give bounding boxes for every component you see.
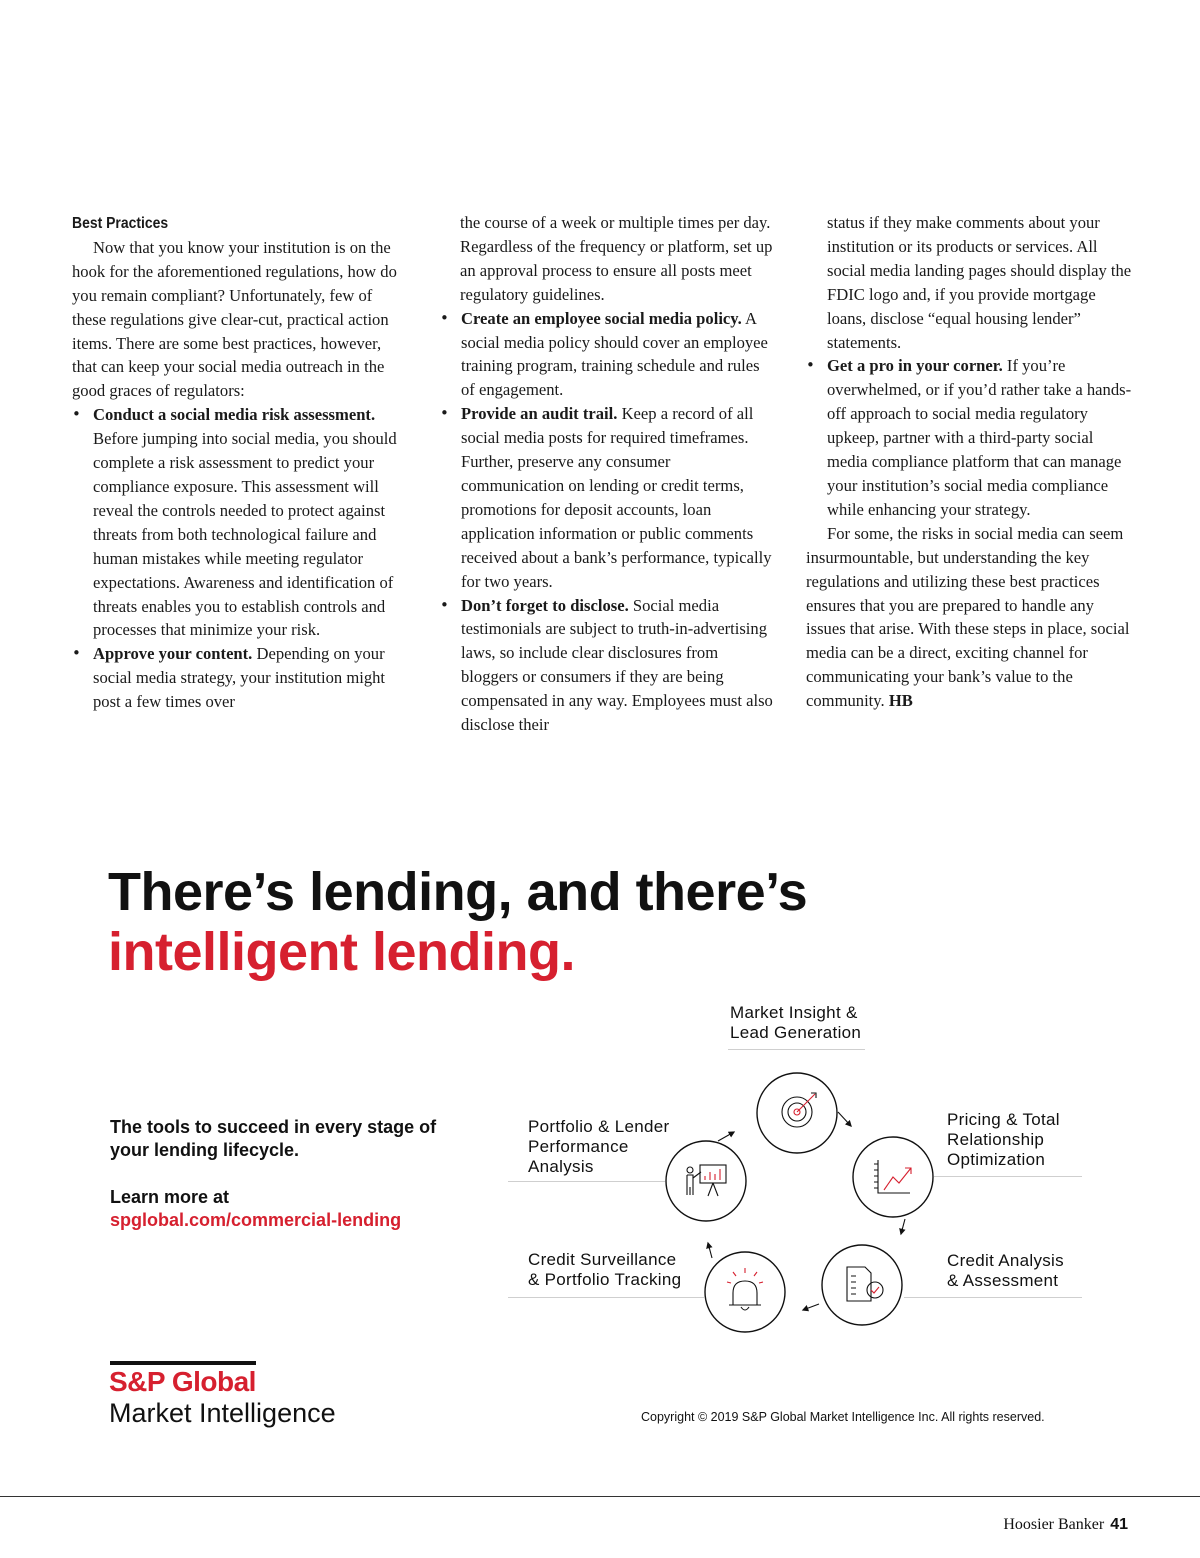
page-number: 41 [1110, 1516, 1128, 1533]
footer-divider [0, 1496, 1200, 1497]
stage-label-line: Credit Analysis [947, 1251, 1064, 1270]
stage-label-line: Performance [528, 1137, 629, 1156]
stage-circle-market [757, 1073, 837, 1153]
logo-sp-global: S&P Global [109, 1366, 256, 1397]
headline-line-2: intelligent lending. [108, 922, 575, 982]
stage-label-line: Portfolio & Lender [528, 1117, 670, 1136]
bullet-title: Provide an audit trail. [461, 404, 618, 424]
bullet-text: Social media testimonials are subject to truth-in-advertising laws, so include clear disclosures from bloggers or consumers if they are being compensated in any way. Employees must also disclose their [461, 595, 773, 735]
commercial-lending-link[interactable]: spglobal.com/commercial-lending [110, 1210, 402, 1230]
section-heading: Best Practices [72, 215, 169, 232]
stage-label-line: Lead Generation [730, 1023, 862, 1042]
ad-tagline: The tools to succeed in every stage of your lending lifecycle. [110, 1117, 437, 1160]
stage-label-line: Relationship [947, 1130, 1045, 1149]
stage-label-line: & Assessment [947, 1271, 1059, 1290]
bullet-title: Conduct a social media risk assessment. [93, 405, 376, 425]
bullet-text: the course of a week or multiple times per day. Regardless of the frequency or platform, set up an approval process to ensure all posts meet regulatory guidelines. [460, 213, 773, 304]
bullet-text: Keep a record of all social media posts for required timeframes. Further, preserve any consumer communication on lending or credit terms, promotions for deposit accounts, loan application information or public comments received about a bank’s performance, typically for two years. [461, 404, 772, 591]
stage-label-line: Market Insight & [730, 1003, 858, 1022]
signoff: HB [888, 691, 913, 711]
logo-bar [110, 1361, 256, 1365]
bullet-title: Create an employee social media policy. [461, 308, 742, 328]
bullet-text: If you’re overwhelmed, or if you’d rather take a hands-off approach to social media regulatory upkeep, partner with a third-party social media compliance platform that can manage your institution’s social media compliance while enhancing your strategy. [827, 356, 1132, 519]
copyright-notice: Copyright © 2019 S&P Global Market Intelligence Inc. All rights reserved. [641, 1410, 1045, 1424]
stage-circle-surveillance [705, 1252, 785, 1332]
bullet-title: Get a pro in your corner. [827, 356, 1003, 376]
bullet-text: status if they make comments about your institution or its products or services. All social media landing pages should display the FDIC logo and, if you provide mortgage loans, disclose “equal housing lender” statements. [827, 213, 1132, 352]
stage-label-line: Analysis [528, 1157, 594, 1176]
conclusion-text: For some, the risks in social media can seem insurmountable, but understanding the key regulations and utilizing these best practices ensures that you are prepared to handle any issues that arise. With these steps in place, social media can be a direct, exciting channel for communicating your bank’s value to the community. [806, 523, 1130, 711]
intro-paragraph: Now that you know your institution is on the hook for the aforementioned regulations, how do you remain compliant? Unfortunately, few of these regulations give clear-cut, practical action items. There are some best practices, however, that can keep your social media outreach in the good graces of regulators: [72, 237, 397, 401]
bullet-title: Don’t forget to disclose. [461, 595, 629, 615]
stage-label-line: Credit Surveillance [528, 1250, 677, 1269]
bullet-text: Depending on your social media strategy, your institution might post a few times over [93, 644, 386, 712]
stage-circle-portfolio [666, 1141, 746, 1221]
stage-label-line: Optimization [947, 1150, 1046, 1169]
logo-market-intelligence: Market Intelligence [109, 1398, 336, 1428]
stage-circle-credit-analysis [822, 1245, 902, 1325]
bullet-text: A social media policy should cover an employee training program, training schedule and rules of engagement. [461, 308, 768, 400]
bullet-title: Approve your content. [93, 644, 253, 664]
publication-name: Hoosier Banker [1003, 1516, 1105, 1533]
stage-label-line: Pricing & Total [947, 1110, 1060, 1129]
stage-label-line: & Portfolio Tracking [528, 1270, 682, 1289]
learn-more-label: Learn more at [110, 1187, 230, 1207]
headline-line-1: There’s lending, and there’s [108, 862, 808, 922]
page-footer [1003, 1516, 1128, 1534]
bullet-text: Before jumping into social media, you should complete a risk assessment to predict your compliance exposure. This assessment will reveal the controls needed to protect against threats from both technological failure and human mistakes while meeting regulator expectations. Awareness and identification of threats enables you to establish controls and processes that minimize your risk. [93, 429, 397, 640]
